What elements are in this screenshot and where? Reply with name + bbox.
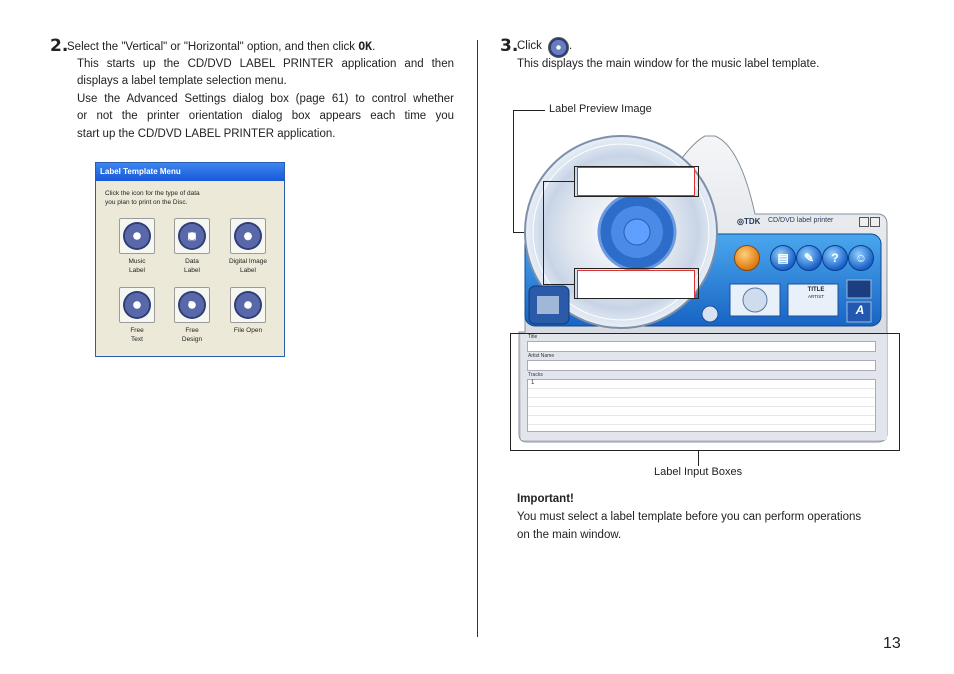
track-number: 1 [531,380,535,386]
template-free-design[interactable] [167,287,217,344]
callout-line [543,284,574,285]
important-heading: Important! [517,493,574,505]
dialog-instruction [105,189,255,207]
music-label-button-icon [548,37,569,58]
template-button[interactable] [230,218,266,254]
template-label-line2: Label [240,267,256,274]
close-button[interactable] [870,217,880,227]
step-3-description: This displays the main window for the music label template. [517,58,820,70]
template-music-label[interactable] [112,218,162,275]
step-2-instruction [67,38,375,57]
user-button[interactable]: ☺ [848,245,874,271]
callout-line [543,181,574,182]
text-icon: ≡ [123,291,151,319]
font-button[interactable]: A [855,303,865,317]
dialog-title: Label Template Menu [96,163,284,181]
template-digital-image-label[interactable] [223,218,273,275]
template-label-line1: File Open [233,327,263,334]
important-line1: You must select a label template before you can perform operations [517,511,862,523]
minimize-button[interactable] [859,217,869,227]
page-number: 13 [883,635,901,652]
callout-line [513,110,545,111]
step-3-number: 3. [500,36,519,56]
ok-button-reference: OK [358,39,373,53]
product-name: CD/DVD label printer [768,217,834,224]
annotation-box-artist-preview [574,268,699,299]
music-label-button[interactable] [734,245,760,271]
template-button[interactable] [119,287,155,323]
camera-icon: ◉ [234,222,262,250]
template-label-line2: Text [131,336,143,343]
template-file-open[interactable] [223,287,273,335]
template-label-line1: Data [185,258,199,265]
design-icon: ✎ [178,291,206,319]
title-badge-title: TITLE [807,287,825,293]
template-button[interactable] [230,287,266,323]
step-2-number: 2. [50,36,69,56]
title-badge-artist: ARTIST [808,294,824,299]
template-label-line2: Design [181,336,203,343]
template-label-line2: Label [129,267,145,274]
callout-line [698,451,699,466]
template-label-line2: Label [184,267,200,274]
template-label-line1: Digital Image [229,258,267,265]
template-data-label[interactable] [167,218,217,275]
step-2-period: . [372,41,376,53]
step-2-para1-line2: displays a label template selection menu. [77,75,287,87]
important-line2: on the main window. [517,529,622,541]
step-3-period: . [569,40,573,52]
dialog-instruction-line2: you plan to print on the Disc. [105,199,188,206]
tdk-logo: ◎TDK [737,217,761,226]
folder-open-icon: ▰ [234,291,262,319]
template-free-text[interactable] [112,287,162,344]
template-button[interactable] [119,218,155,254]
title-field-label: Title [528,334,538,340]
callout-label-inputs: Label Input Boxes [654,466,743,478]
music-note-icon: ♪ [123,222,151,250]
dialog-instruction-line1: Click the icon for the type of data [105,190,200,197]
template-label-line1: Music [128,258,146,265]
annotation-box-label-inputs [510,333,900,451]
label-template-menu-dialog [95,162,285,357]
new-file-button[interactable]: ▤ [770,245,796,271]
step-3-click-text: Click [517,40,542,52]
settings-wrench-button[interactable]: ✎ [796,245,822,271]
data-file-icon: ▤ [178,222,206,250]
template-button[interactable] [174,287,210,323]
step-2-para2-line1: Use the Advanced Settings dialog box (page 61) to control whether [77,93,454,105]
callout-line [543,181,544,285]
step-2-para1-line1: This starts up the CD/DVD LABEL PRINTER application and then [77,58,454,70]
tracks-field-label: Tracks [528,372,543,378]
template-label-line1: Free [130,327,144,334]
callout-label-preview: Label Preview Image [549,103,652,115]
step-2-para2-line2: or not the printer orientation dialog box appears each time you [77,110,454,122]
artist-field-label: Artist Name [528,353,555,359]
callout-line [513,110,514,233]
help-button[interactable]: ? [822,245,848,271]
step-2-para2-line3: start up the CD/DVD LABEL PRINTER application. [77,128,336,140]
template-label-line1: Free [185,327,199,334]
annotation-box-title-preview [574,166,699,197]
column-divider [477,40,478,637]
step-2-instruction-text: Select the "Vertical" or "Horizontal" option, and then click [67,41,359,53]
template-button[interactable] [174,218,210,254]
